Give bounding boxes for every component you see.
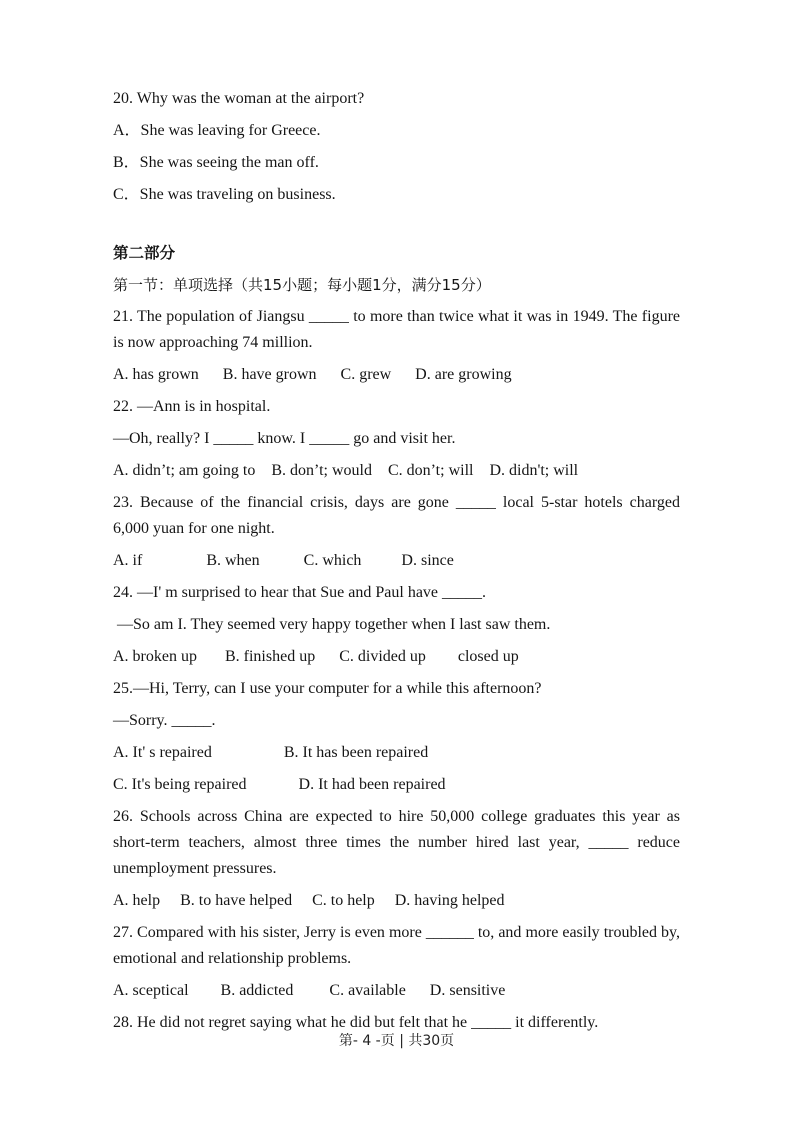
question-26-stem: 26. Schools across China are expected to hire 50,000 college graduates this year as short-term teachers, almost three times the number hired last year, _____ reduce unemployment pressures. (113, 808, 680, 877)
question-20-option-a: A．She was leaving for Greece. (113, 122, 321, 139)
question-23-stem: 23. Because of the financial crisis, days are gone _____ local 5-star hotels charged 6,000 yuan for one night. (113, 494, 680, 537)
question-20-stem: 20. Why was the woman at the airport? (113, 90, 365, 107)
question-22-options: A. didn’t; am going to B. don’t; would C. don’t; will D. didn't; will (113, 462, 579, 479)
question-24-stem: 24. —I' m surprised to hear that Sue and Paul have _____. (113, 584, 487, 601)
page-number-footer: 第- 4 -页 | 共30页 (338, 1033, 455, 1049)
question-24-dialog: —So am I. They seemed very happy together when I last saw them. (113, 616, 551, 633)
question-24-options: A. broken up B. finished up C. divided up closed up (113, 648, 519, 665)
question-22-stem: 22. —Ann is in hospital. (113, 398, 271, 415)
question-21-options: A. has grown B. have grown C. grew D. are growing (113, 366, 512, 383)
question-21-stem: 21. The population of Jiangsu _____ to more than twice what it was in 1949. The figure is now approaching 74 million. (113, 308, 680, 351)
question-28-stem: 28. He did not regret saying what he did but felt that he _____ it differently. (113, 1014, 599, 1031)
question-25-options-ab: A. It' s repaired B. It has been repaired (113, 744, 429, 761)
question-22-dialog: —Oh, really? I _____ know. I _____ go and visit her. (113, 430, 456, 447)
question-26-options: A. help B. to have helped C. to help D. having helped (113, 892, 505, 909)
question-27-stem: 27. Compared with his sister, Jerry is even more ______ to, and more easily troubled by, emotional and relationship problems. (113, 924, 680, 967)
question-20-option-b: B．She was seeing the man off. (113, 154, 319, 171)
question-23-options: A. if B. when C. which D. since (113, 552, 454, 569)
part2-heading: 第二部分 (113, 244, 176, 262)
question-27-options: A. sceptical B. addicted C. available D. sensitive (113, 982, 506, 999)
question-25-stem: 25.—Hi, Terry, can I use your computer for a while this afternoon? (113, 680, 542, 697)
question-25-dialog: —Sorry. _____. (113, 712, 216, 729)
section1-heading: 第一节：单项选择（共15小题；每小题1分，满分15分） (113, 276, 491, 294)
question-20-option-c: C．She was traveling on business. (113, 186, 336, 203)
question-25-options-cd: C. It's being repaired D. It had been repaired (113, 776, 446, 793)
